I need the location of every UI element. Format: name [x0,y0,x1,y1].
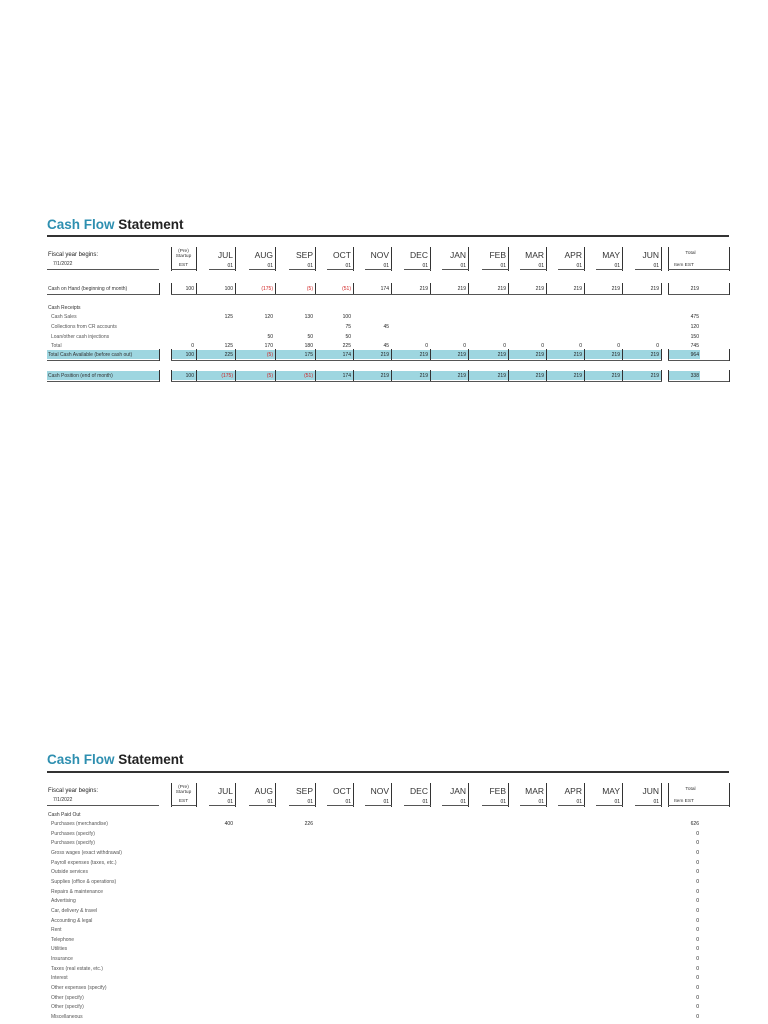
row-rule [171,381,662,382]
paid-out-row-label: Miscellaneous [51,1014,83,1020]
cash-position-total: 338 [690,373,699,379]
est-label: EST [178,263,189,268]
month-header: OCT [333,250,351,260]
cash-on-hand-startup: 100 [185,286,194,292]
paid-out-row-total: 0 [696,878,699,885]
cash-paid-out-header: Cash Paid Out [48,812,81,818]
month-sub-rule [289,269,316,270]
month-sub-rule [596,805,623,806]
receipt-row-value: 180 [304,343,313,349]
month-sub-label: 01 [345,263,351,269]
month-sub-label: 01 [538,799,544,805]
month-sub-label: 01 [307,263,313,269]
total-cash-available-value: 219 [380,352,389,358]
column-divider [275,783,276,807]
paid-out-row-total: 0 [696,917,699,924]
paid-out-row-total: 0 [696,888,699,895]
month-header: DEC [410,786,428,796]
paid-out-row-total: 0 [696,946,699,953]
month-sub-rule [209,805,236,806]
column-divider [235,783,236,807]
month-sub-rule [327,269,354,270]
row-rule [47,294,159,295]
total-col-rule [668,269,729,270]
column-divider [391,783,392,807]
month-sub-label: 01 [227,263,233,269]
paid-out-row-total: 0 [696,956,699,963]
row-rule [171,360,662,361]
total-cash-available-band [171,350,662,359]
receipt-row-value: 0 [656,343,659,349]
row-rule [47,360,159,361]
cash-position-value: 219 [573,373,582,379]
statement-title-2 [47,752,184,767]
month-header: FEB [489,786,506,796]
item-est-label: Item EST [674,799,694,804]
paid-out-row-total: 0 [696,994,699,1001]
paid-out-row-total: 0 [696,965,699,972]
month-header: AUG [254,786,273,796]
column-divider [508,247,509,271]
row-rule [668,360,729,361]
cash-position-value: 219 [419,373,428,379]
total-cash-available-value: 225 [224,352,233,358]
receipt-row-value: 0 [425,343,428,349]
paid-out-row-label: Gross wages (exact withdrawal) [51,849,122,856]
paid-out-row-label: Insurance [51,956,73,963]
row-rule [668,294,729,295]
month-header: APR [564,786,582,796]
est-label: EST [178,799,189,804]
cash-position-value: 219 [497,373,506,379]
total-label: Total [685,251,696,256]
paid-out-row-label: Repairs & maintenance [51,888,103,895]
paid-out-row-total: 0 [696,985,699,992]
receipt-row-startup: 0 [191,343,194,349]
total-cash-available-value: 174 [342,352,351,358]
receipt-row-total: 745 [690,343,699,349]
column-divider [353,783,354,807]
month-sub-label: 01 [422,263,428,269]
title-statement: Statement [118,752,184,767]
total-cash-available-startup: 100 [185,352,194,358]
total-cash-available-value: 175 [304,352,313,358]
paid-out-row-label: Accounting & legal [51,917,93,924]
month-header: MAY [602,786,620,796]
month-header: NOV [370,250,389,260]
paid-out-row-label: Telephone [51,936,75,943]
month-header: AUG [254,250,273,260]
title-rule [47,235,729,237]
column-divider [275,247,276,271]
month-sub-label: 01 [576,263,582,269]
receipt-row-value: 100 [342,314,351,320]
receipt-row-value: 120 [264,314,273,320]
paid-out-row-total: 0 [696,859,699,866]
cash-on-hand-value: 219 [457,286,466,292]
month-header: OCT [333,786,351,796]
receipt-row-value: 75 [345,324,351,330]
month-sub-label: 01 [614,263,620,269]
cash-on-hand-label: Cash on Hand (beginning of month) [48,286,128,292]
column-divider [508,783,509,807]
paid-out-row-label: Other (specify) [51,994,84,1001]
column-divider [315,783,316,807]
total-cash-available-value: (5) [266,352,273,358]
paid-out-row-value: 226 [304,821,313,827]
month-sub-rule [327,805,354,806]
month-header: SEP [295,786,313,796]
cash-position-value: 219 [380,373,389,379]
cash-on-hand-value: 219 [535,286,544,292]
column-divider [353,247,354,271]
cash-position-value: 219 [650,373,659,379]
pre-col-left [171,247,172,271]
month-sub-rule [635,269,662,270]
row-rule [171,294,662,295]
cell-divider [159,283,160,295]
pre-col-rule [171,269,196,270]
cash-on-hand-value: 219 [497,286,506,292]
cash-position-value: 219 [535,373,544,379]
cash-position-label: Cash Position (end of month) [48,373,113,379]
paid-out-row-total: 0 [696,907,699,914]
month-header: JUL [217,250,233,260]
receipt-row-value: 125 [224,343,233,349]
month-sub-label: 01 [576,799,582,805]
pre-startup-label: (Pre) [178,249,189,254]
month-sub-label: 01 [383,799,389,805]
total-col-rule [668,805,729,806]
fiscal-year-label: Fiscal year begins: [48,252,99,258]
month-header: MAY [602,250,620,260]
month-header: NOV [370,786,389,796]
paid-out-row-label: Purchases (merchandise) [51,821,108,827]
total-col-right [729,783,730,807]
paid-out-row-total: 0 [696,975,699,982]
total-cash-available-value: 219 [573,352,582,358]
month-sub-rule [442,269,469,270]
cash-on-hand-value: 219 [573,286,582,292]
month-header: JUN [642,250,659,260]
month-sub-label: 01 [460,799,466,805]
cell-divider [159,370,160,382]
column-divider [546,247,547,271]
month-header: DEC [410,250,428,260]
column-divider [391,247,392,271]
paid-out-row-value: 400 [224,821,233,827]
receipt-row-value: 45 [383,324,389,330]
fiscal-year-date: 7/1/2022 [53,797,73,803]
item-est-label: Item EST [674,263,694,268]
receipt-row-value: 0 [463,343,466,349]
month-sub-label: 01 [383,263,389,269]
month-sub-label: 01 [422,799,428,805]
month-sub-rule [596,269,623,270]
month-header: APR [564,250,582,260]
receipt-row-value: 50 [267,334,273,340]
pre-col-right [196,783,197,807]
cash-on-hand-value: (51) [342,286,351,292]
paid-out-row-label: Interest [51,975,68,982]
row-rule [668,381,729,382]
month-header: JUL [217,786,233,796]
month-sub-label: 01 [653,263,659,269]
statement-title [47,217,184,232]
cash-position-value: 219 [457,373,466,379]
month-sub-label: 01 [614,799,620,805]
month-sub-label: 01 [307,799,313,805]
column-divider [661,783,662,807]
receipt-row-value: 170 [264,343,273,349]
paid-out-row-label: Rent [51,927,62,934]
paid-out-row-label: Advertising [51,898,76,905]
receipt-row-total: 150 [690,334,699,340]
cash-receipts-header: Cash Receipts [48,305,81,311]
startup-label: Startup [175,790,192,795]
paid-out-row-total: 0 [696,1014,699,1020]
month-header: JAN [449,786,466,796]
column-divider [584,247,585,271]
receipt-row-value: 45 [383,343,389,349]
paid-out-row-label: Other expenses (specify) [51,985,107,992]
label-col-rule [47,269,159,270]
paid-out-row-total: 0 [696,840,699,847]
cash-position-value: (5) [266,373,273,379]
cash-position-value: (175) [221,373,233,379]
startup-label: Startup [175,254,192,259]
title-cash-flow: Cash Flow [47,217,115,232]
column-divider [584,783,585,807]
month-sub-label: 01 [500,799,506,805]
cash-on-hand-value: 100 [224,286,233,292]
paid-out-row-total: 0 [696,936,699,943]
month-header: JUN [642,786,659,796]
month-sub-rule [482,805,509,806]
receipt-row-value: 50 [345,334,351,340]
cell-divider [729,370,730,382]
row-rule [47,381,159,382]
cash-on-hand-value: 174 [380,286,389,292]
paid-out-row-total: 0 [696,869,699,876]
month-sub-rule [520,805,547,806]
month-header: FEB [489,250,506,260]
cash-on-hand-total: 219 [690,286,699,292]
total-col-right [729,247,730,271]
title-cash-flow: Cash Flow [47,752,115,767]
paid-out-row-label: Car, delivery & travel [51,907,98,914]
cash-on-hand-value: 219 [650,286,659,292]
cash-on-hand-value: (5) [306,286,313,292]
receipt-row-total: 475 [690,314,699,320]
total-cash-available-value: 219 [535,352,544,358]
cash-on-hand-value: (175) [261,286,273,292]
column-divider [430,247,431,271]
paid-out-row-total: 0 [696,927,699,934]
month-sub-label: 01 [538,263,544,269]
month-sub-rule [558,805,585,806]
month-sub-label: 01 [500,263,506,269]
fiscal-year-label: Fiscal year begins: [48,788,99,794]
cash-on-hand-value: 219 [419,286,428,292]
receipt-row-value: 125 [224,314,233,320]
cash-position-value: (51) [304,373,313,379]
pre-col-rule [171,805,196,806]
column-divider [468,247,469,271]
cell-divider [729,283,730,295]
pre-col-right [196,247,197,271]
receipt-row-label: Loan/other cash injections [51,334,110,340]
paid-out-row-label: Taxes (real estate, etc.) [51,965,103,972]
column-divider [546,783,547,807]
receipt-row-value: 0 [617,343,620,349]
month-sub-label: 01 [267,263,273,269]
total-cash-available-value: 219 [650,352,659,358]
month-header: MAR [525,250,544,260]
column-divider [430,783,431,807]
total-cash-available-total: 964 [690,352,699,358]
fiscal-year-date: 7/1/2022 [53,261,73,267]
column-divider [661,247,662,271]
receipt-row-label: Cash Sales [51,314,77,320]
cell-divider [159,349,160,361]
month-sub-label: 01 [227,799,233,805]
title-rule [47,771,729,773]
paid-out-row-total: 626 [690,821,699,827]
month-sub-rule [404,269,431,270]
cash-position-value: 219 [611,373,620,379]
total-cash-available-value: 219 [611,352,620,358]
month-sub-label: 01 [267,799,273,805]
month-sub-label: 01 [345,799,351,805]
cell-divider [729,349,730,361]
paid-out-row-total: 0 [696,830,699,837]
paid-out-row-label: Supplies (office & operations) [51,878,117,885]
total-cash-available-value: 219 [497,352,506,358]
receipt-row-label: Collections from CR accounts [51,324,117,330]
paid-out-row-label: Purchases (specify) [51,840,95,847]
paid-out-row-label: Utilities [51,946,68,953]
paid-out-row-label: Payroll expenses (taxes, etc.) [51,859,117,866]
month-sub-label: 01 [653,799,659,805]
month-sub-rule [520,269,547,270]
month-sub-label: 01 [460,263,466,269]
label-col-rule [47,805,159,806]
paid-out-row-total: 0 [696,849,699,856]
receipt-row-total: 120 [690,324,699,330]
receipt-row-value: 0 [503,343,506,349]
receipt-row-value: 225 [342,343,351,349]
month-sub-rule [209,269,236,270]
total-cash-available-label: Total Cash Available (before cash out) [48,352,133,358]
month-sub-rule [404,805,431,806]
month-sub-rule [365,805,392,806]
column-divider [622,247,623,271]
month-sub-rule [442,805,469,806]
month-header: JAN [449,250,466,260]
cash-position-value: 174 [342,373,351,379]
column-divider [622,783,623,807]
receipt-row-value: 0 [541,343,544,349]
receipt-row-value: 130 [304,314,313,320]
month-header: SEP [295,250,313,260]
total-cash-available-value: 219 [419,352,428,358]
title-statement: Statement [118,217,184,232]
total-label: Total [685,787,696,792]
pre-startup-label: (Pre) [178,785,189,790]
column-divider [235,247,236,271]
paid-out-row-total: 0 [696,898,699,905]
month-sub-rule [289,805,316,806]
paid-out-row-label: Outside services [51,869,88,876]
month-sub-rule [249,269,276,270]
pre-col-left [171,783,172,807]
column-divider [315,247,316,271]
paid-out-row-label: Other (specify) [51,1004,84,1011]
cash-on-hand-value: 219 [611,286,620,292]
column-divider [468,783,469,807]
receipt-row-label: Total [51,343,62,349]
month-sub-rule [249,805,276,806]
month-header: MAR [525,786,544,796]
cash-position-startup: 100 [185,373,194,379]
receipt-row-value: 50 [307,334,313,340]
receipt-row-value: 0 [579,343,582,349]
month-sub-rule [365,269,392,270]
month-sub-rule [635,805,662,806]
month-sub-rule [482,269,509,270]
month-sub-rule [558,269,585,270]
paid-out-row-total: 0 [696,1004,699,1011]
cash-position-band [171,371,662,380]
paid-out-row-label: Purchases (specify) [51,830,95,837]
total-cash-available-value: 219 [457,352,466,358]
